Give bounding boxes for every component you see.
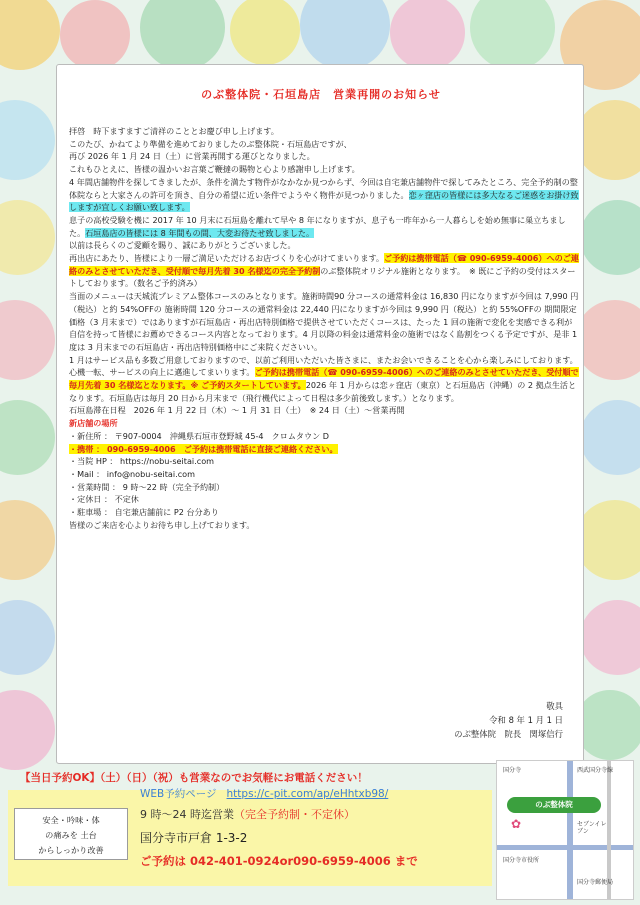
signoff [313, 699, 563, 741]
map-label: セブンイレブン [577, 821, 607, 835]
store-address: ・新住所 ： 〒907-0004 沖縄県石垣市登野城 45-4 クロムタウン D [69, 430, 330, 441]
body-paragraph: 1 月はサービス品も多数ご用意しておりますので、以前ご利用いただいた皆さまに、またお会いできることを心から楽しみにしております。心機一転、サービスの向上に邁進してまいります。ご予約は携帯電話（☎ 090-6959-4006）へのご連絡のみとさせていただき、受付順で毎月先着 30 名様迄となります。※ ご予約スタートしています。2026 年 1 月からは恋ヶ窪店（東京）と石垣島店（沖縄）の 2 拠点生活となります。石垣島店は毎月 20 日から月末まで（飛行機代によって日程は多少前後致します。）となります。 [69, 354, 579, 403]
signoff-date: 令和 8 年 1 月 1 日 [489, 715, 563, 725]
badge-line: の痛みを 土台 [45, 830, 97, 840]
body-paragraph: 当面のメニューは天城流プレミアム整体コースのみとなります。施術時間90 分コースの通常料金は 16,830 円になりますが今回は 7,990 円（税込）と約 54%OFFの 施術時間 120 分コースの通常料金は 22,440 円になりますが今回は 9,990 円（税込）と約 55%OFFの 期間限定価格（3 月末まで）ではありますが石垣島店・再出店特別価格で提供させていただくコースは、たった 1 回の施術で変化を実感できる利が自信を持って皆様にお薦めできるコース内容となっております。4 月以降の料金は通常料金の施術ではなく島割をつくる予定ですが、是非 1 度は 3 月末までの石垣島店・再出店特別価格中にご来院くださいい。 [69, 291, 579, 352]
closing-line: 皆様のご来店を心よりお待ち申し上げております。 [69, 519, 255, 530]
body-paragraph: 息子の高校受験を機に 2017 年 10 月末に石垣島を離れて早や 8 年になりますが、息子も一昨年から一人暮らしを始め無事に巣立ちました。石垣島店の皆様には 8 年間もの間、大変お待たせ致しました。 [69, 214, 566, 238]
footer-address: 国分寺市戸倉 1-3-2 [140, 831, 248, 845]
footer-tel: ご予約は 042-401-0924or090-6959-4006 まで [140, 854, 418, 868]
store-tel: ・携帯 ： 090-6959-4006 ご予約は携帯電話に直接ご連絡ください。 [69, 443, 338, 454]
notice-paper [56, 64, 584, 764]
footer-hours: 9 時～24 時迄営業（完全予約制・不定休） [140, 808, 355, 821]
footer-callout: 【当日予約OK】（土）（日）（祝）も営業なのでお気軽にお電話ください！ [20, 772, 368, 784]
map-label: 国分寺郵便局 [577, 879, 614, 886]
store-closed: ・定休日 ： 不定休 [69, 494, 139, 505]
keigu: 敬具 [546, 701, 563, 711]
badge-line: からしっかり改善 [38, 845, 104, 855]
body-paragraph: 再出店にあたり、皆様により一層ご満足いただけるお店づくりを心がけてまいります。ご予約は携帯電話（☎ 090-6959-4006）へのご連絡のみとさせていただき、受付順で毎月先着 30 名様迄の完全予約制のぶ整体院オリジナル施術となります。 ※ 既にご予約の受付はスタートしております。（数名ご予約済み） [69, 253, 579, 289]
store-parking: ・駐車場 ： 自宅兼店舗前に P2 台分あり [69, 507, 219, 518]
map-label: 国分寺市役所 [503, 857, 540, 864]
highlight-text: ご予約は携帯電話（☎ 090-6959-4006）へのご連絡のみとさせていただき、受付順で毎月先着 30 名様迄となります。※ ご予約スタートしています。 [69, 367, 579, 391]
new-store-heading: 新店舗の場所 [69, 418, 118, 429]
feature-badge [14, 808, 128, 860]
notice-title: のぶ整体院・石垣島店 営業再開のお知らせ [201, 88, 441, 101]
signoff-signer: のぶ整体院 院長 関塚信行 [454, 729, 563, 739]
highlight-text: ご予約は携帯電話（☎ 090-6959-4006）へのご連絡のみとさせていただき、受付順で毎月先着 30 名様迄の完全予約制 [69, 253, 579, 276]
highlight-text: 恋ヶ窪店の皆様には多大なるご迷惑をお掛け致しますが宜しくお願い致します。 [69, 189, 579, 213]
highlight-text: 石垣島店の皆様には 8 年間もの間、大変お待たせ致しました。 [85, 227, 315, 238]
body-paragraph: 以前は長らくのご愛顧を賜り、誠にありがとうございました。 [69, 240, 296, 251]
web-booking-link[interactable]: https://c-pit.com/ap/eHhtxb98/ [226, 788, 389, 800]
body-paragraph: このたび、かねてより準備を進めておりましたのぶ整体院・石垣島店ですが、 [69, 138, 352, 149]
flower-icon: ✿ [511, 817, 522, 831]
body-paragraph: 4 年間店舗物件を探してきましたが、条件を満たす物件がなかなか見つからず、今回は自宅兼店舗物件で探してみたところ、完全予約制の整体院ならと大家さんの許可を頂き、自分の希望に近い条件でようやく物件が見つかりました。恋ヶ窪店の皆様には多大なるご迷惑をお掛け致しますが宜しくお願い致します。 [69, 176, 579, 213]
body-paragraph: 再び 2026 年 1 月 24 日（土）に営業再開する運びとなりました。 [69, 151, 315, 162]
access-map [496, 760, 634, 900]
body-paragraph: これもひとえに、皆様の温かいお言葉ご鞭撻の賜物と心より感謝申し上げます。 [69, 164, 360, 175]
greeting: 拝啓 時下ますますご清祥のこととお慶び申し上げます。 [69, 126, 279, 136]
web-label: WEB予約ページ [140, 788, 217, 800]
map-label: 国分寺 [503, 767, 522, 774]
map-label: 西武国分寺線 [577, 767, 614, 774]
notice-body [69, 125, 579, 532]
badge-line: 安全・吟味・体 [42, 815, 100, 825]
body-paragraph: 石垣島滞在日程 2026 年 1 月 22 日（木）～ 1 月 31 日（土） ※ 24 日（土）～営業再開 [69, 405, 405, 416]
store-homepage: ・当院 HP ： https://nobu-seitai.com [69, 456, 215, 467]
footer-web [140, 786, 520, 801]
store-mail: ・Mail ： info@nobu-seitai.com [69, 468, 196, 479]
store-hours: ・営業時間 ： 9 時～22 時（完全予約制） [69, 481, 225, 492]
map-shop-pin: のぶ整体院 [507, 797, 601, 813]
